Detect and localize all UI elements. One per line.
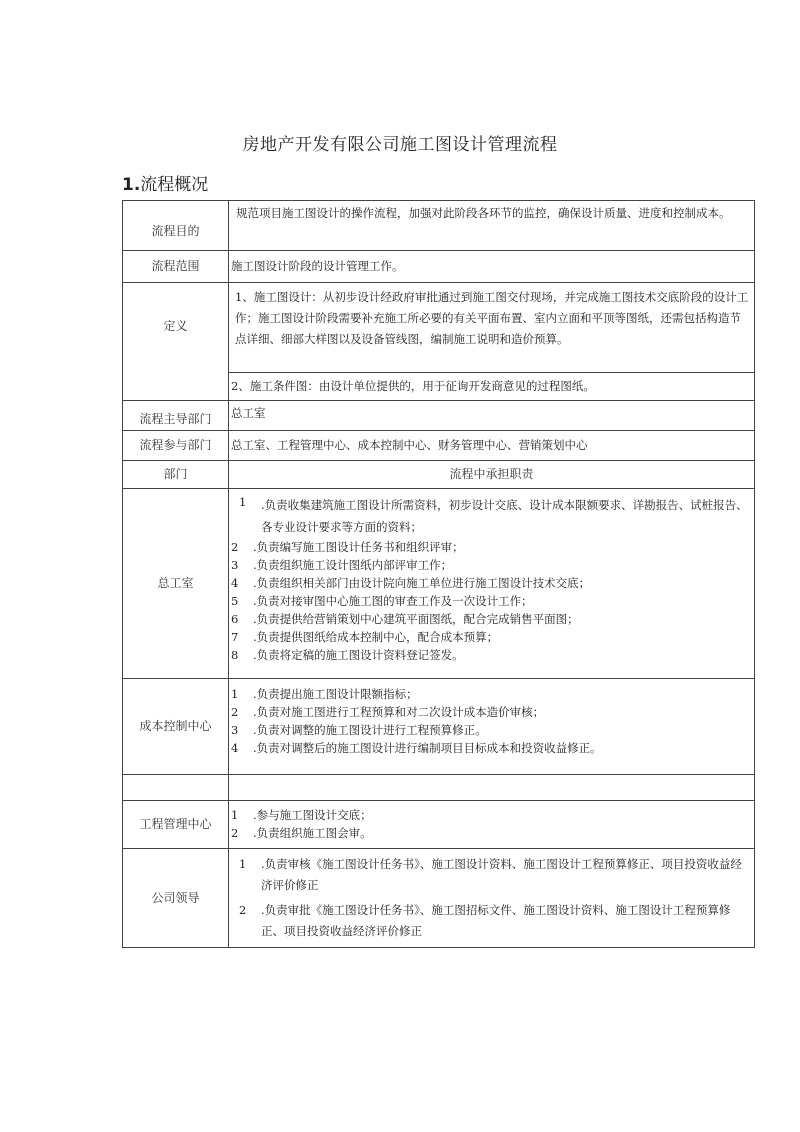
duty-item: 2 .负责对施工图进行工程预算和对二次设计成本造价审核；: [231, 705, 545, 719]
duty-item: 4 .负责组织相关部门由设计院向施工单位进行施工图设计技术交底；: [231, 576, 591, 590]
dept-name: 成本控制中心: [123, 679, 229, 775]
scope-label: 流程范围: [123, 251, 229, 283]
definition-text-1: 1、施工图设计：从初步设计经政府审批通过到施工图交付现场，并完成施工图技术交底阶段的设计工作；施工图设计阶段需要补充施工所必要的有关平面布置、室内立面和平顶等图纸，还需包括构造节点详细、细部大样图以及设备管线图，编制施工说明和造价预算。: [229, 283, 755, 373]
definition-text-2: 2、施工条件图：由设计单位提供的，用于征询开发商意见的过程图纸。: [229, 373, 755, 401]
lead-dept-label: 流程主导部门: [123, 401, 229, 431]
duty-item: 2 .负责编写施工图设计任务书和组织评审；: [231, 540, 464, 554]
participants-row: [123, 431, 755, 461]
document-title: 房地产开发有限公司施工图设计管理流程: [242, 135, 558, 155]
dept-row-leadership: [123, 849, 755, 948]
definition-row: [123, 283, 755, 373]
process-table: [122, 200, 755, 948]
col-header-dept: 部门: [123, 461, 229, 489]
dept-row-engineering: [123, 801, 755, 849]
duty-item: 5 .负责对接审图中心施工图的审查工作及一次设计工作；: [231, 594, 533, 608]
duty-item: 6 .负责提供给营销策划中心建筑平面图纸，配合完成销售平面图；: [231, 612, 579, 626]
dept-name: 总工室: [123, 489, 229, 679]
section-title: 流程概况: [140, 175, 209, 195]
lead-dept-row: [123, 401, 755, 431]
purpose-text: 规范项目施工图设计的操作流程，加强对此阶段各环节的监控，确保设计质量、进度和控制成本。: [229, 201, 755, 251]
lead-dept-text: 总工室: [229, 401, 755, 431]
purpose-label: 流程目的: [123, 201, 229, 251]
duty-item: 3 .负责组织施工设计图纸内部评审工作；: [231, 558, 453, 572]
duty-item: 2 .负责审批《施工图设计任务书》、施工图招标文件、施工图设计资料、施工图设计工程预算修正、项目投资收益经济评价修正: [239, 903, 731, 938]
empty-row: [123, 775, 755, 801]
section-heading: [122, 170, 208, 195]
dept-name: 公司领导: [123, 849, 229, 948]
dept-row-cost-control: [123, 679, 755, 775]
table-header-row: [123, 461, 755, 489]
duty-item: 1 .参与施工图设计交底；: [231, 808, 372, 822]
definition-label: [123, 283, 229, 401]
duty-item: 7 .负责提供图纸给成本控制中心，配合成本预算；: [231, 630, 499, 644]
scope-text: 施工图设计阶段的设计管理工作。: [229, 251, 755, 283]
duty-item: 4 .负责对调整后的施工图设计进行编制项目目标成本和投资收益修正。: [231, 741, 602, 755]
dept-name: 工程管理中心: [123, 801, 229, 849]
participants-label: 流程参与部门: [123, 431, 229, 461]
dept-duties: [229, 801, 755, 849]
duty-item: 1 .负责提出施工图设计限额指标；: [231, 687, 418, 701]
duty-item: 3 .负责对调整的施工图设计进行工程预算修正。: [231, 723, 487, 737]
purpose-row: [123, 201, 755, 251]
col-header-duty: 流程中承担职责: [229, 461, 755, 489]
empty-cell: [229, 775, 755, 801]
dept-duties: [229, 489, 755, 679]
section-number: 1.: [122, 175, 141, 195]
definition-label-text: 定义: [163, 319, 188, 333]
scope-row: [123, 251, 755, 283]
empty-cell: [123, 775, 229, 801]
duty-item: 1 .负责收集建筑施工图设计所需资料，初步设计交底、设计成本限额要求、详勘报告、试桩报告、各专业设计要求等方面的资料；: [239, 495, 748, 534]
dept-row-chief-engineer: [123, 489, 755, 679]
dept-duties: [229, 849, 755, 948]
duty-item: 1 .负责审核《施工图设计任务书》、施工图设计资料、施工图设计工程预算修正、项目投资收益经济评价修正: [239, 857, 742, 892]
duty-item: 2 .负责组织施工图会审。: [231, 826, 372, 840]
participants-text: 总工室、工程管理中心、成本控制中心、财务管理中心、营销策划中心: [229, 431, 755, 461]
duty-item: 8 .负责将定稿的施工图设计资料登记签发。: [231, 648, 464, 662]
dept-duties: [229, 679, 755, 775]
